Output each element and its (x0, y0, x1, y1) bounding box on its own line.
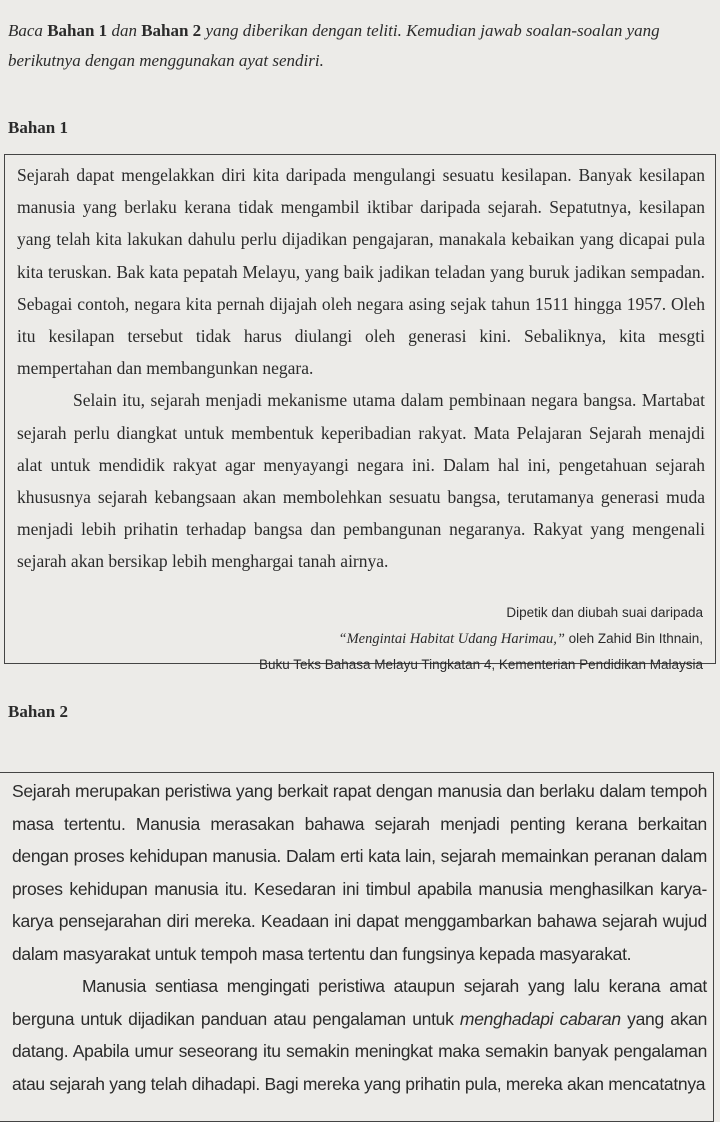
bahan2-heading: Bahan 2 (8, 702, 68, 721)
bahan2-paragraph-1: Sejarah merupakan peristiwa yang berkait rapat dengan manusia dan berlaku dalam tempoh masa tertentu. Manusia merasakan bahawa sejarah menjadi penting kerana berkaitan dengan proses kehidupan manusia. Dalam erti kata lain, sejarah memainkan peranan dalam proses kehidupan manusia itu. Kesedaran ini timbul apabila manusia menghasilkan karya-karya pensejarahan diri mereka. Keadaan ini dapat menggambarkan bahawa sejarah wujud dalam masyarakat untuk tempoh masa tertentu dan fungsinya kepada masyarakat. (12, 781, 707, 964)
instruction-part: yang diberikan dengan teliti. Kemudian jawab soalan-soalan yang berikutnya dengan menggunakan ayat sendiri. (8, 21, 660, 70)
instruction-bahan2: Bahan 2 (141, 21, 202, 40)
bahan1-box (4, 154, 716, 672)
source-author: oleh Zahid Bin Ithnain, (564, 630, 703, 646)
paragraph-text: Manusia sentiasa mengingati peristiwa ataupun sejarah yang lalu kerana amat berguna untuk dijadikan panduan atau pengalaman untuk (12, 976, 707, 1029)
paragraph-text: yang akan datang. Apabila umur seseorang itu semakin meningkat maka semakin banyak pengalaman atau sejarah yang telah dihadapi. Bagi mereka yang prihatin pula, mereka akan mencatatnya (12, 1008, 707, 1094)
bahan1-source (17, 600, 705, 678)
bahan1-heading: Bahan 1 (8, 118, 68, 137)
instruction-bahan1: Bahan 1 (47, 21, 108, 40)
instruction-part: dan (107, 21, 142, 40)
source-title: “Mengintai Habitat Udang Harimau,” (338, 630, 565, 647)
source-line: Buku Teks Bahasa Melayu Tingkatan 4, Kementerian Pendidikan Malaysia (258, 656, 703, 672)
paragraph-italic-text: menghadapi cabaran (459, 1008, 621, 1029)
instruction-text (8, 16, 708, 76)
bahan2-paragraph-2 (12, 970, 707, 1100)
bahan2-box (0, 772, 714, 1122)
bahan1-paragraph-2: Selain itu, sejarah menjadi mekanisme utama dalam pembinaan negara bangsa. Martabat sejarah perlu diangkat untuk membentuk keperibadian rakyat. Mata Pelajaran Sejarah menajdi alat untuk mendidik rakyat agar menyayangi negara ini. Dalam hal ini, pengetahuan sejarah khususnya sejarah kebangsaan akan membolehkan sesuatu bangsa, terutamanya generasi muda menjadi lebih prihatin terhadap bangsa dan pembangunan negaranya. Rakyat yang mengenali sejarah akan bersikap lebih menghargai tanah airnya. (17, 390, 705, 572)
source-line: Dipetik dan diubah suai daripada (506, 604, 703, 620)
instruction-part: Baca (8, 21, 48, 40)
bahan1-paragraph-1: Sejarah dapat mengelakkan diri kita daripada mengulangi sesuatu kesilapan. Banyak kesilapan manusia yang berlaku kerana tidak mengambil iktibar daripada sejarah. Sepatutnya, kesilapan yang telah kita lakukan dahulu perlu dijadikan pengajaran, manakala kebaikan yang dicapai pula kita teruskan. Bak kata pepatah Melayu, yang baik jadikan teladan yang buruk jadikan sempadan. Sebagai contoh, negara kita pernah dijajah oleh negara asing sejak tahun 1511 hingga 1957. Oleh itu kesilapan tersebut tidak harus diulangi oleh generasi kini. Sebaliknya, kita mesgti mempertahan dan membangunkan negara. (17, 165, 705, 379)
